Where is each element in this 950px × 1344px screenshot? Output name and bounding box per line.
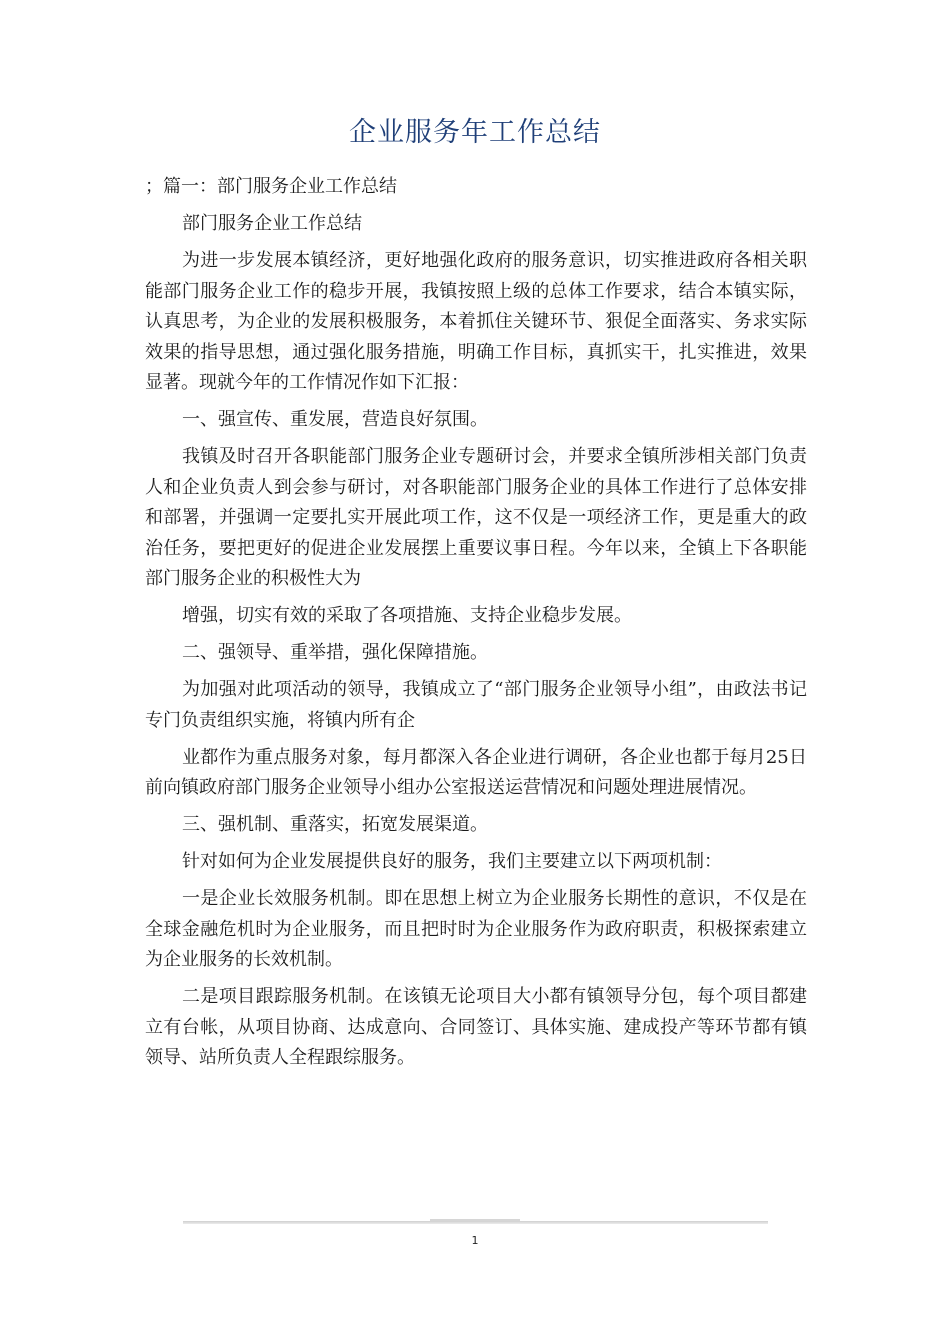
- paragraph: 为加强对此项活动的领导，我镇成立了“部门服务企业领导小组”，由政法书记专门负责组织实施，将镇内所有企: [145, 679, 807, 731]
- paragraph: ；篇一：部门服务企业工作总结: [145, 176, 397, 197]
- paragraph: 增强，切实有效的采取了各项措施、支持企业稳步发展。: [182, 605, 632, 626]
- document-body: [145, 172, 807, 1080]
- page-number: 1: [471, 1234, 479, 1247]
- paragraph: 二是项目跟踪服务机制。在该镇无论项目大小都有镇领导分包，每个项目都建立有台帐，从项目协商、达成意向、合同签订、具体实施、建成投产等环节都有镇领导、站所负责人全程跟综服务。: [145, 986, 807, 1068]
- paragraph: 针对如何为企业发展提供良好的服务，我们主要建立以下两项机制：: [182, 851, 722, 872]
- document-title: 企业服务年工作总结: [349, 117, 601, 148]
- paragraph: 我镇及时召开各职能部门服务企业专题研讨会，并要求全镇所涉相关部门负责人和企业负责人到会参与研讨，对各职能部门服务企业的具体工作进行了总体安排和部署，并强调一定要扎实开展此项工作，这不仅是一项经济工作，更是重大的政治任务，要把更好的促进企业发展摆上重要议事日程。今年以来，全镇上下各职能部门服务企业的积极性大为: [145, 446, 807, 589]
- paragraph: 一是企业长效服务机制。即在思想上树立为企业服务长期性的意识，不仅是在全球金融危机时为企业服务，而且把时时为企业服务作为政府职责，积极探索建立为企业服务的长效机制。: [145, 888, 807, 970]
- paragraph: 三、强机制、重落实，拓宽发展渠道。: [182, 814, 488, 835]
- paragraph: 业都作为重点服务对象，每月都深入各企业进行调研，各企业也都于每月25日前向镇政府部门服务企业领导小组办公室报送运营情况和问题处理进展情况。: [145, 746, 807, 798]
- footer-divider: [183, 1221, 768, 1224]
- footer-divider-accent: [430, 1219, 520, 1221]
- paragraph: 一、强宣传、重发展，营造良好氛围。: [182, 409, 488, 430]
- paragraph: 为进一步发展本镇经济，更好地强化政府的服务意识，切实推进政府各相关职能部门服务企业工作的稳步开展，我镇按照上级的总体工作要求，结合本镇实际，认真思考，为企业的发展积极服务，本着抓住关键环节、狠促全面落实、务求实际效果的指导思想，通过强化服务措施，明确工作目标，真抓实干，扎实推进，效果显著。现就今年的工作情况作如下汇报：: [145, 250, 807, 393]
- paragraph: 二、强领导、重举措，强化保障措施。: [182, 642, 488, 663]
- paragraph: 部门服务企业工作总结: [182, 213, 362, 234]
